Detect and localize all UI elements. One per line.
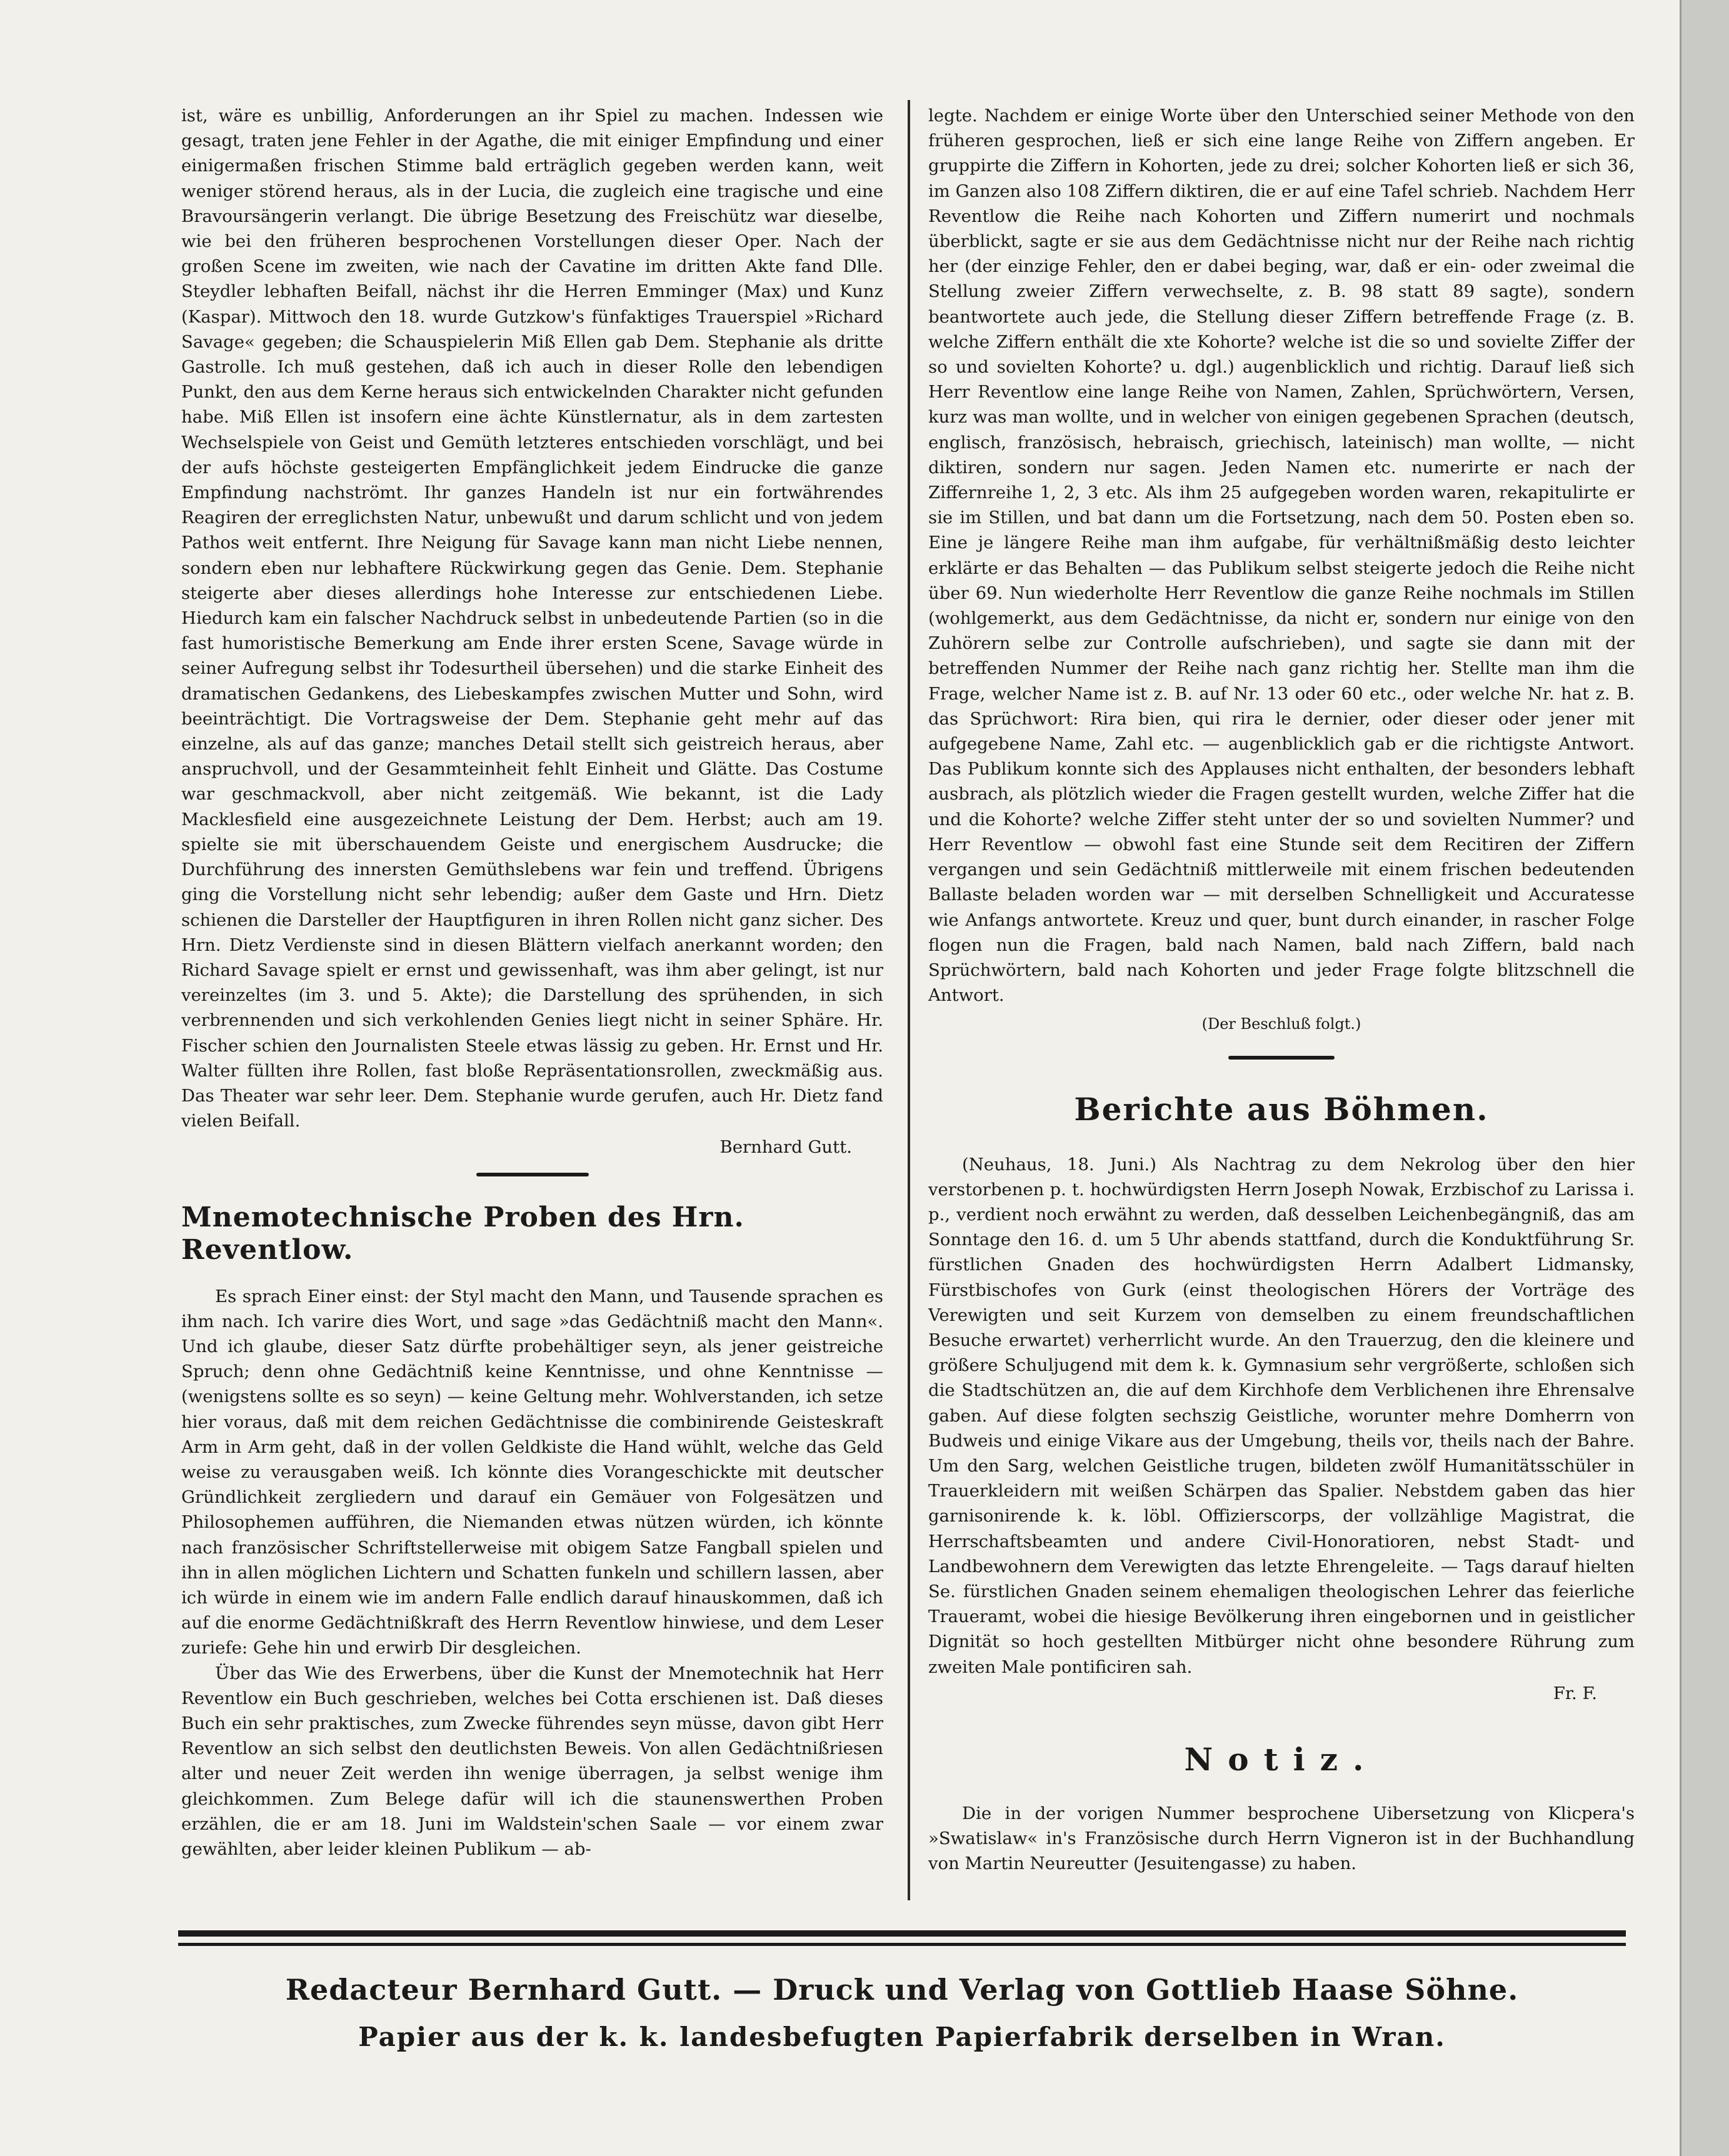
footer-rule-thin	[178, 1943, 1626, 1946]
section-divider	[1228, 1056, 1335, 1060]
review-signature: Bernhard Gutt.	[719, 1137, 852, 1158]
article-heading-bohemia: Berichte aus Böhmen.	[1074, 1090, 1489, 1128]
to-be-continued-note: (Der Beschluß folgt.)	[1201, 1015, 1361, 1033]
notice-paragraph: Die in der vorigen Nummer besprochene Uibersetzung von Klicpera's »Swatislaw« in's Französische durch Herrn Vigneron ist in der Buchhandlung von Martin Neureutter (Jesuitengasse) zu haben.	[928, 1803, 1635, 1874]
report-signoff: Fr. F.	[1553, 1683, 1597, 1703]
notice-heading: Notiz.	[1184, 1740, 1379, 1778]
column-divider	[908, 100, 910, 1900]
theater-review-paragraph: ist, wäre es unbillig, Anforderungen an ihr Spiel zu machen. Indessen wie gesagt, traten jene Fehler in der Agathe, die mit einiger Empfindung und einer einigermaßen frischen Stimme bald erträglich gegeben werden kann, weit weniger störend heraus, als in der Lucia, die zugleich eine tragische und eine Bravoursängerin verlangt. Die übrige Besetzung des Freischütz war dieselbe, wie bei den früheren besprochenen Vorstellungen dieser Oper. Nach der großen Scene im zweiten, wie nach der Cavatine im dritten Akte fand Dlle. Steydler lebhaften Beifall, nächst ihr die Herren Emminger (Max) und Kunz (Kaspar). Mittwoch den 18. wurde Gutzkow's fünfaktiges Trauerspiel »Richard Savage« gegeben; die Schauspielerin Miß Ellen gab Dem. Stephanie als dritte Gastrolle. Ich muß gestehen, daß ich auch in dieser Rolle den lebendigen Punkt, den aus dem Kerne heraus sich entwickelnden Charakter nicht gefunden habe. Miß Ellen ist insofern eine ächte Künstlernatur, als in dem zartesten Wechselspiele von Geist und Gemüth letzteres entschieden vorschlägt, und bei der aufs höchste gesteigerten Empfänglichkeit jedem Eindrucke die ganze Empfindung nachströmt. Ihr ganzes Handeln ist nur ein fortwährendes Reagiren der erreglichsten Natur, unbewußt und darum schlicht und von jedem Pathos weit entfernt. Ihre Neigung für Savage kann man nicht Liebe nennen, sondern eben nur lebhaftere Rückwirkung gegen das Genie. Dem. Stephanie steigerte aber dieses allerdings hohe Interesse zur entschiedenen Liebe. Hiedurch kam ein falscher Nachdruck selbst in unbedeutende Partien (so in die fast humoristische Bemerkung am Ende ihrer ersten Scene, Savage würde in seiner Aufregung selbst ihr Todesurtheil übersehen) und die starke Einheit des dramatischen Gedankens, des Liebeskampfes zwischen Mutter und Sohn, wird beeinträchtigt. Die Vortragsweise der Dem. Stephanie geht mehr auf das einzelne, als auf das ganze; manches Detail stellt sich geistreich heraus, aber anspruchvoll, und der Gesammteinheit fehlt Einheit und Glätte. Das Costume war geschmackvoll, aber nicht zeitgemäß. Wie bekannt, ist die Lady Macklesfield eine ausgezeichnete Leistung der Dem. Herbst; auch am 19. spielte sie mit überschauendem Geiste und energischem Ausdrucke; die Durchführung des innersten Gemüthslebens war fein und treffend. Übrigens ging die Vorstellung nicht sehr lebendig; außer dem Gaste und Hrn. Dietz schienen die Darsteller der Hauptfiguren in ihren Rollen nicht ganz sicher. Des Hrn. Dietz Verdienste sind in diesen Blättern vielfach anerkannt worden; den Richard Savage spielt er ernst und gewissenhaft, was ihm aber gelingt, ist nur vereinzeltes (im 3. und 5. Akte); die Darstellung des sprühenden, in sich verbrennenden und sich verkohlenden Genies liegt nicht in seiner Sphäre. Hr. Fischer schien den Journalisten Steele etwas lässig zu geben. Hr. Ernst und Hr. Walter füllten ihre Rollen, fast bloße Repräsentationsrollen, zweckmäßig aus. Das Theater war sehr leer. Dem. Stephanie wurde gerufen, auch Hr. Dietz fand vielen Beifall.	[181, 106, 883, 1131]
article-heading-mnemotechnik: Mnemotechnische Proben des Hrn. Reventlow.	[181, 1201, 744, 1266]
right-column	[928, 103, 1635, 1877]
mnemotechnik-continuation: legte. Nachdem er einige Worte über den Unterschied seiner Methode von den früheren gesprochen, ließ er sich eine lange Reihe von Ziffern angeben. Er gruppirte die Ziffern in Kohorten, jede zu drei; solcher Kohorten ließ er sich 36, im Ganzen also 108 Ziffern diktiren, die er auf eine Tafel schrieb. Nachdem Herr Reventlow die Reihe nach Kohorten und Ziffern numerirt und nochmals überblickt, sagte er sie aus dem Gedächtnisse nicht nur der Reihe nach richtig her (der einzige Fehler, den er dabei beging, war, daß er ein- oder zweimal die Stellung zweier Ziffern verwechselte, z. B. 98 statt 89 sagte), sondern beantwortete auch jede, die Stellung dieser Ziffern betreffende Frage (z. B. welche Ziffern enthält die xte Kohorte? welche ist die so und sovielte Ziffer der so und sovielten Kohorte? u. dgl.) augenblicklich und richtig. Darauf ließ sich Herr Reventlow eine lange Reihe von Namen, Zahlen, Sprüchwörtern, Versen, kurz was man wollte, und in welcher von einigen gegebenen Sprachen (deutsch, englisch, französisch, hebraisch, griechisch, lateinisch) man wollte, — nicht diktiren, sondern nur sagen. Jeden Namen etc. numerirte er nach der Ziffernreihe 1, 2, 3 etc. Als ihm 25 aufgegeben worden waren, rekapitulirte er sie im Stillen, und bat dann um die Fortsetzung, nach dem 50. Posten eben so. Eine je längere Reihe man ihm aufgabe, für verhältnißmäßig desto leichter erklärte er das Behalten — das Publikum selbst steigerte jedoch die Reihe nicht über 69. Nun wiederholte Herr Reventlow die ganze Reihe nochmals im Stillen (wohlgemerkt, aus dem Gedächtnisse, da nicht er, sondern nur einige von den Zuhörern selbe zur Controlle aufschrieben), und sagte sie dann mit der betreffenden Nummer der Reihe nach ganz richtig her. Stellte man ihm die Frage, welcher Name ist z. B. auf Nr. 13 oder 60 etc., oder welche Nr. hat z. B. das Sprüchwort: Rira bien, qui rira le dernier, oder dieser oder jener mit aufgegebene Name, Zahl etc. — augenblicklich gab er die richtigste Antwort. Das Publikum konnte sich des Applauses nicht enthalten, der besonders lebhaft ausbrach, als plötzlich wieder die Fragen gestellt wurden, welche Ziffer hat die und die Kohorte? welche Ziffer steht unter der so und sovielten Nummer? und Herr Reventlow — obwohl fast eine Stunde seit dem Recitiren der Ziffern vergangen und sein Gedächtniß mittlerweile mit einem frischen bedeutenden Ballaste beladen worden war — mit derselben Schnelligkeit und Accuratesse wie Anfangs antwortete. Kreuz und quer, bunt durch einander, in rascher Folge flogen nun die Fragen, bald nach Namen, bald nach Ziffern, bald nach Sprüchwörtern, bald nach Kohorten und jeder Frage folgte blitzschnell die Antwort.	[928, 106, 1635, 1006]
mnemotechnik-paragraph-2: Über das Wie des Erwerbens, über die Kunst der Mnemotechnik hat Herr Reventlow ein Buch geschrieben, welches bei Cotta erschienen ist. Daß dieses Buch ein sehr praktisches, zum Zwecke führendes seyn müsse, davon gibt Herr Reventlow an sich selbst den deutlichsten Beweis. Von allen Gedächtnißriesen alter und neuer Zeit werden ihn wenige überragen, ja selbst wenige ihm gleichkommen. Zum Belege dafür will ich die staunenswerthen Proben erzählen, die er am 18. Juni im Waldstein'schen Saale — vor einem zwar gewählten, aber leider kleinen Publikum — ab-	[181, 1663, 883, 1859]
mnemotechnik-paragraph-1: Es sprach Einer einst: der Styl macht den Mann, und Tausende sprachen es ihm nach. Ich varire dies Wort, und sage »das Gedächtniß macht den Mann«. Und ich glaube, dieser Satz dürfte probehältiger seyn, als jener geistreiche Spruch; denn ohne Gedächtniß keine Kenntnisse, und ohne Kenntnisse — (wenigstens sollte es so seyn) — keine Geltung mehr. Wohlverstanden, ich setze hier voraus, daß mit dem reichen Gedächtnisse die combinirende Geisteskraft Arm in Arm geht, daß in der vollen Geldkiste die Hand wühlt, welche das Geld weise zu verausgaben weiß. Ich könnte dies Vorangeschickte mit deutscher Gründlichkeit zergliedern und darauf ein Gemäuer von Folgesätzen und Philosophemen aufführen, die Niemanden etwas nützen würden, ich könnte nach französischer Schriftstellerweise mit obigem Satze Fangball spielen und ihn in allen möglichen Lichtern und Schatten funkeln und schillern lassen, aber ich würde in einem wie im andern Falle endlich darauf hinauskommen, daß ich auf die enorme Gedächtnißkraft des Herrn Reventlow hinwiese, und dem Leser zuriefe: Gehe hin und erwirb Dir desgleichen.	[181, 1286, 883, 1658]
bohemia-report-paragraph: (Neuhaus, 18. Juni.) Als Nachtrag zu dem Nekrolog über den hier verstorbenen p. t. hochwürdigsten Herrn Joseph Nowak, Erzbischof zu Larissa i. p., verdient noch erwähnt zu werden, daß desselben Leichenbegängniß, das am Sonntage den 16. d. um 5 Uhr abends stattfand, durch die Konduktführung Sr. fürstlichen Gnaden des hochwürdigsten Herrn Adalbert Lidmansky, Fürstbischofes von Gurk (einst theologischen Hörers der Vorträge des Verewigten und seit Kurzem von demselben zu einem freundschaftlichen Besuche erwartet) verherrlicht wurde. An den Trauerzug, den die kleinere und größere Schuljugend mit dem k. k. Gymnasium sehr vergrößerte, schloßen sich die Stadtschützen an, die auf dem Kirchhofe dem Verblichenen ihre Ehrensalve gaben. Auf diese folgten sechszig Geistliche, worunter mehre Domherrn von Budweis und einige Vikare aus der Umgebung, theils vor, theils nach der Bahre. Um den Sarg, welchen Geistliche trugen, bildeten zwölf Humanitätsschüler in Trauerkleidern mit weißen Schärpen das Spalier. Nebstdem gaben das hier garnisonirende k. k. löbl. Offizierscorps, der vollzählige Magistrat, die Herrschaftsbeamten und andere Civil-Honoratioren, nebst Stadt- und Landbewohnern dem Verewigten das letzte Ehrengeleite. — Tags darauf hielten Se. fürstlichen Gnaden seinem ehemaligen theologischen Lehrer das feierliche Traueramt, wobei die hiesige Bevölkerung ihren eingebornen und in geistlicher Dignität so hoch gestellten Mitbürger nicht ohne besondere Rührung zum zweiten Male pontificiren sah.	[928, 1154, 1635, 1677]
imprint-line-paper: Papier aus der k. k. landesbefugten Papierfabrik derselben in Wran.	[358, 2022, 1446, 2052]
left-column	[181, 103, 883, 1862]
footer-rule-thick	[178, 1930, 1626, 1937]
imprint-line-editor: Redacteur Bernhard Gutt. — Druck und Verlag von Gottlieb Haase Söhne.	[285, 1973, 1519, 2007]
page-edge	[1680, 0, 1729, 2156]
section-divider	[476, 1173, 589, 1176]
